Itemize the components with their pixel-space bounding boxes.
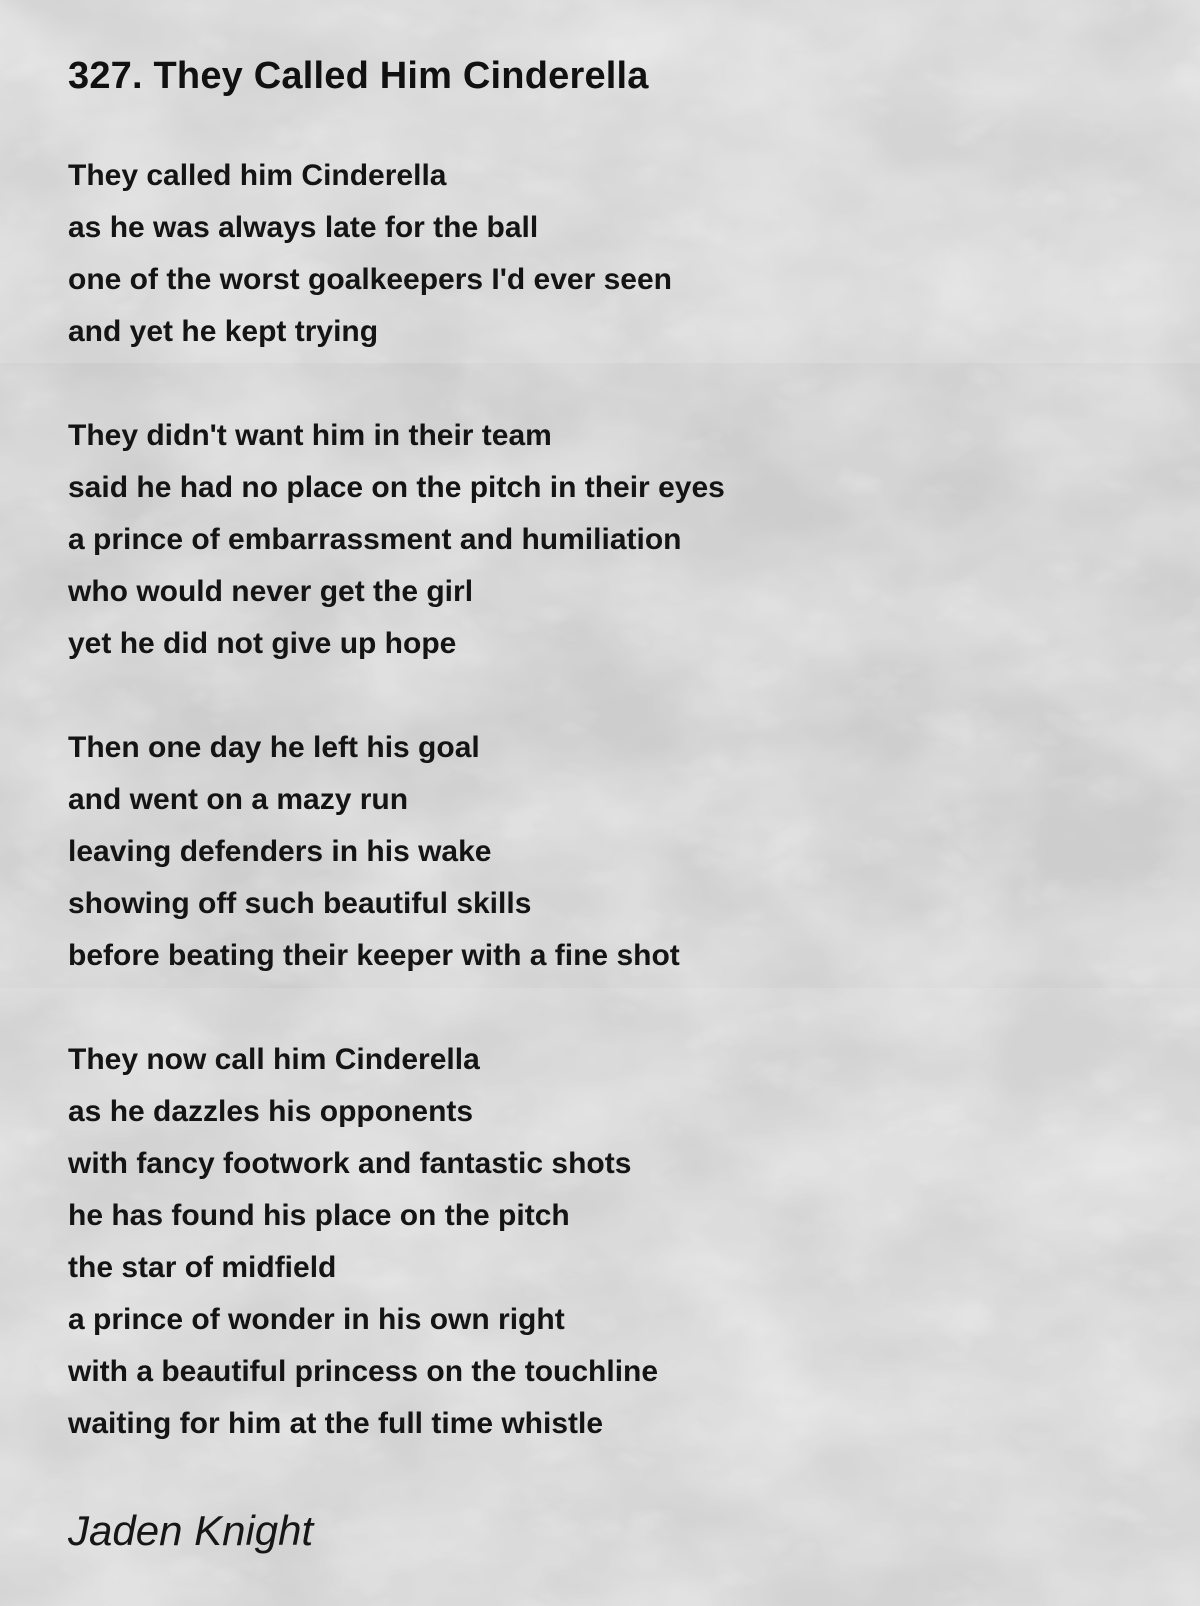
stanza-3 xyxy=(68,722,1168,982)
poem-title: 327. They Called Him Cinderella xyxy=(68,55,649,97)
poem-line: one of the worst goalkeepers I'd ever seen xyxy=(68,263,672,296)
poem-line: a prince of embarrassment and humiliation xyxy=(68,523,682,556)
poem xyxy=(68,52,1168,1450)
poem-line: as he was always late for the ball xyxy=(68,211,539,244)
stanza-4 xyxy=(68,1034,1168,1450)
poem-author: Jaden Knight xyxy=(68,1507,314,1554)
poem-line: They called him Cinderella xyxy=(68,159,447,192)
stanza-1 xyxy=(68,150,1168,358)
poem-line: with a beautiful princess on the touchline xyxy=(68,1355,659,1388)
poem-line: said he had no place on the pitch in their eyes xyxy=(68,471,725,504)
poem-line: with fancy footwork and fantastic shots xyxy=(68,1147,632,1180)
poem-line: They now call him Cinderella xyxy=(68,1043,480,1076)
poem-line: and went on a mazy run xyxy=(68,783,409,816)
poem-line: waiting for him at the full time whistle xyxy=(68,1407,604,1440)
poem-line: a prince of wonder in his own right xyxy=(68,1303,565,1336)
poem-line: Then one day he left his goal xyxy=(68,731,480,764)
poem-line: the star of midfield xyxy=(68,1251,337,1284)
poem-line: showing off such beautiful skills xyxy=(68,887,532,920)
poem-body xyxy=(68,150,1168,1450)
poem-line: and yet he kept trying xyxy=(68,315,379,348)
poem-line: yet he did not give up hope xyxy=(68,627,457,660)
stanza-2 xyxy=(68,410,1168,670)
poem-line: he has found his place on the pitch xyxy=(68,1199,570,1232)
poem-line: before beating their keeper with a fine shot xyxy=(68,939,680,972)
poem-line: who would never get the girl xyxy=(68,575,474,608)
poem-line: leaving defenders in his wake xyxy=(68,835,492,868)
poem-line: They didn't want him in their team xyxy=(68,419,552,452)
poem-line: as he dazzles his opponents xyxy=(68,1095,474,1128)
